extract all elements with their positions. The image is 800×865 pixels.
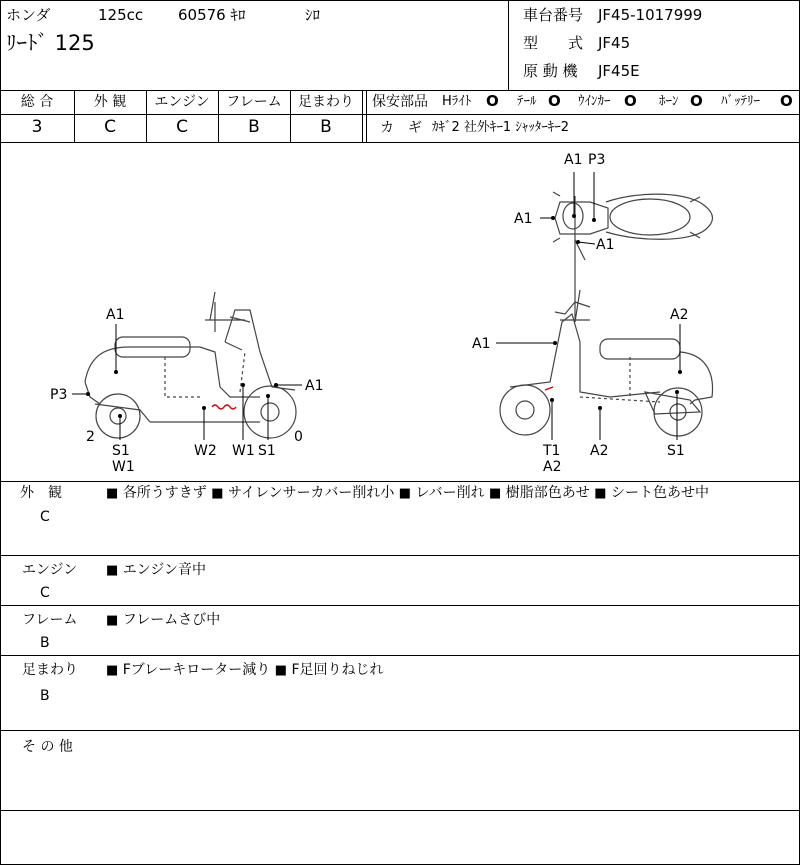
label-right-t1: T1 — [543, 443, 561, 459]
safety-mark-tail: O — [548, 92, 561, 110]
label-top-a1-bottom: A1 — [596, 237, 615, 253]
frame-no-value: JF45-1017999 — [598, 6, 703, 24]
scooter-diagram — [0, 142, 800, 482]
label-left-s1-front: S1 — [258, 443, 276, 459]
section-notes-suspension — [106, 663, 384, 677]
label-right-a2-floor: A2 — [590, 443, 609, 459]
section-grade-exterior: C — [40, 509, 50, 525]
section-grade-suspension: B — [40, 688, 50, 704]
bullet: ■ — [106, 613, 119, 628]
section-notes-exterior — [106, 486, 709, 500]
label-left-a1-seat: A1 — [106, 307, 125, 323]
section-label-other: そ の 他 — [22, 739, 73, 755]
safety-mark-horn: O — [690, 92, 703, 110]
bullet: ■ — [274, 663, 287, 678]
engine-value: JF45E — [598, 62, 640, 80]
label-top-a1-left: A1 — [514, 211, 533, 227]
type-value: JF45 — [598, 34, 631, 52]
bullet: ■ — [106, 563, 119, 578]
note-item: 各所うすきず — [122, 485, 207, 501]
grade-value-engine: C — [176, 117, 188, 137]
bullet: ■ — [106, 663, 119, 678]
label-left-a1-front: A1 — [305, 378, 324, 394]
section-notes-frame — [106, 613, 220, 627]
maker: ホンダ — [6, 6, 51, 24]
damage-mark-left — [212, 405, 236, 409]
model-name: ﾘｰﾄﾞ 125 — [6, 31, 95, 55]
label-left-s1-rear: S1 — [112, 443, 130, 459]
note-item: 樹脂部色あせ — [505, 485, 590, 501]
section-label-frame: フレーム — [22, 612, 78, 628]
label-left-0: 0 — [294, 429, 303, 445]
grade-value-suspension: B — [320, 117, 332, 137]
grade-label-overall: 総 合 — [20, 94, 54, 110]
note-item: レバー削れ — [415, 485, 485, 501]
label-left-2: 2 — [86, 429, 95, 445]
label-right-a2-seat: A2 — [670, 307, 689, 323]
bullet: ■ — [489, 486, 502, 501]
bullet: ■ — [211, 486, 224, 501]
grade-value-overall: 3 — [31, 117, 43, 137]
grade-label-exterior: 外 観 — [93, 94, 127, 110]
displacement: 125cc — [98, 6, 144, 24]
section-rule — [0, 655, 800, 656]
bullet: ■ — [594, 486, 607, 501]
label-right-a1: A1 — [472, 336, 491, 352]
diagram-bottom-rule — [0, 481, 800, 482]
grade-label-suspension: 足まわり — [298, 94, 354, 110]
bullet: ■ — [106, 486, 119, 501]
section-rule — [0, 605, 800, 606]
label-top-p3: P3 — [588, 152, 606, 168]
safety-item-tail: ﾃｰﾙ — [517, 94, 537, 109]
grade-value-frame: B — [248, 117, 260, 137]
section-label-engine: エンジン — [22, 562, 78, 578]
key-label: カ ギ — [380, 120, 422, 136]
label-left-w1-front: W1 — [232, 443, 255, 459]
section-rule — [0, 555, 800, 556]
note-item: Fブレーキローター減り — [122, 662, 271, 678]
label-right-s1: S1 — [667, 443, 685, 459]
note-item: F足回りねじれ — [291, 662, 384, 678]
label-left-w2: W2 — [194, 443, 217, 459]
section-grade-frame: B — [40, 635, 50, 651]
section-notes-engine — [106, 563, 206, 577]
header-divider — [508, 0, 509, 90]
grade-col-divider — [362, 90, 363, 142]
mileage: 60576 ｷﾛ — [178, 6, 246, 24]
label-right-a2-under: A2 — [543, 459, 562, 475]
grade-label-engine: エンジン — [154, 94, 210, 110]
section-label-suspension: 足まわり — [22, 662, 78, 678]
engine-label: 原 動 機 — [523, 62, 578, 80]
safety-label: 保安部品 — [372, 94, 428, 110]
label-top-a1: A1 — [564, 152, 583, 168]
key-value: ｶｷﾞ2 社外ｷｰ1 ｼｬｯﾀｰｷｰ2 — [432, 120, 570, 135]
type-label: 型 式 — [523, 34, 584, 52]
safety-mark-headlight: O — [486, 92, 499, 110]
note-item: シート色あせ中 — [610, 485, 709, 501]
color: ｼﾛ — [305, 6, 321, 24]
safety-item-horn: ﾎｰﾝ — [659, 94, 679, 109]
bullet: ■ — [398, 486, 412, 501]
grade-value-exterior: C — [104, 117, 116, 137]
grade-row-divider — [0, 114, 800, 115]
label-left-p3: P3 — [50, 387, 68, 403]
section-rule — [0, 730, 800, 731]
section-label-exterior: 外 観 — [20, 485, 62, 501]
note-item: エンジン音中 — [122, 562, 207, 578]
safety-mark-winker: O — [624, 92, 637, 110]
frame-no-label: 車台番号 — [523, 6, 584, 24]
safety-item-battery: ﾊﾞｯﾃﾘｰ — [721, 94, 760, 109]
label-left-w1-rear: W1 — [112, 459, 135, 475]
section-grade-engine: C — [40, 585, 50, 601]
safety-item-winker: ｳｲﾝｶｰ — [578, 94, 611, 109]
safety-item-headlight: Hﾗｲﾄ — [442, 94, 472, 109]
note-item: サイレンサーカバー削れ小 — [227, 485, 395, 501]
damage-mark-right — [545, 387, 553, 390]
safety-mark-battery: O — [780, 92, 793, 110]
section-rule — [0, 810, 800, 811]
grade-col-divider — [366, 90, 367, 142]
note-item: フレームさび中 — [122, 612, 221, 628]
grade-label-frame: フレーム — [226, 94, 282, 110]
header-bottom-rule — [0, 90, 800, 91]
